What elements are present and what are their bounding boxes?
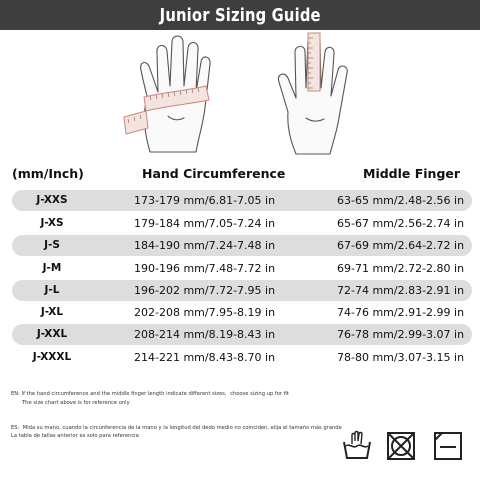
table-row — [12, 280, 472, 301]
size-label: J-S — [44, 239, 60, 251]
size-label: J-XXL — [36, 328, 68, 340]
middle-finger-value: 78-80 mm/3.07-3.15 in — [337, 351, 465, 364]
middle-finger-value: 65-67 mm/2.56-2.74 in — [337, 217, 465, 230]
do-not-tumble-dry-icon — [385, 430, 417, 462]
hand-circumference-value: 184-190 mm/7.24-7.48 in — [134, 239, 276, 252]
hand-circumference-value: 190-196 mm/7.48-7.72 in — [134, 262, 276, 275]
hand-circumference-header: Hand Circumference — [142, 166, 286, 181]
note-es-line1: ES：Mida su mano, cuando la circunferencia de la mano y la longitud del dedo medio no coinciden, elija el tamaño más grande — [11, 425, 342, 431]
size-label: J-XS — [40, 217, 64, 229]
page-title: Junior Sizing Guide — [159, 4, 321, 26]
middle-finger-value: 72-74 mm/2.83-2.91 in — [337, 284, 465, 297]
middle-finger-value: 67-69 mm/2.64-2.72 in — [337, 239, 465, 252]
title-banner — [0, 0, 480, 30]
table-row — [12, 213, 472, 234]
size-label: J-XL — [40, 306, 64, 318]
dry-flat-icon — [432, 430, 464, 462]
hand-circumference-value: 202-208 mm/7.95-8.19 in — [134, 306, 276, 319]
table-row — [12, 190, 472, 211]
note-en-line2: The size chart above is for reference only — [22, 400, 130, 406]
measurement-illustration — [0, 30, 480, 165]
measuring-ruler-right — [308, 33, 320, 91]
middle-finger-value: 74-76 mm/2.91-2.99 in — [337, 306, 465, 319]
size-label: J-XXS — [36, 194, 68, 206]
unit-header: (mm/Inch) — [12, 166, 84, 181]
table-row — [12, 324, 472, 345]
table-row — [12, 302, 472, 323]
hand-circumference-value: 208-214 mm/8.19-8.43 in — [134, 328, 276, 341]
hand-circumference-value: 179-184 mm/7.05-7.24 in — [134, 217, 276, 230]
middle-finger-value: 63-65 mm/2.48-2.56 in — [337, 194, 465, 207]
middle-finger-value: 76-78 mm/2.99-3.07 in — [337, 328, 465, 341]
table-row — [12, 347, 472, 368]
middle-finger-header: Middle Finger — [363, 166, 461, 181]
hand-circumference-value: 173-179 mm/6.81-7.05 in — [134, 194, 276, 207]
table-row — [12, 235, 472, 256]
note-es-line2: La tabla de tallas anterior es solo para referencia — [11, 433, 139, 439]
hand-wash-icon — [341, 430, 373, 462]
table-row — [12, 258, 472, 279]
size-label: J-L — [44, 284, 60, 296]
hand-circumference-value: 196-202 mm/7.72-7.95 in — [134, 284, 276, 297]
middle-finger-value: 69-71 mm/2.72-2.80 in — [337, 262, 465, 275]
size-label: J-M — [42, 262, 62, 274]
size-label: J-XXXL — [32, 351, 72, 363]
note-en-line1: EN: If the hand circumference and the middle finger length indicate different sizes，choose sizing up for fit — [11, 391, 289, 397]
hand-circumference-value: 214-221 mm/8.43-8.70 in — [134, 351, 276, 364]
